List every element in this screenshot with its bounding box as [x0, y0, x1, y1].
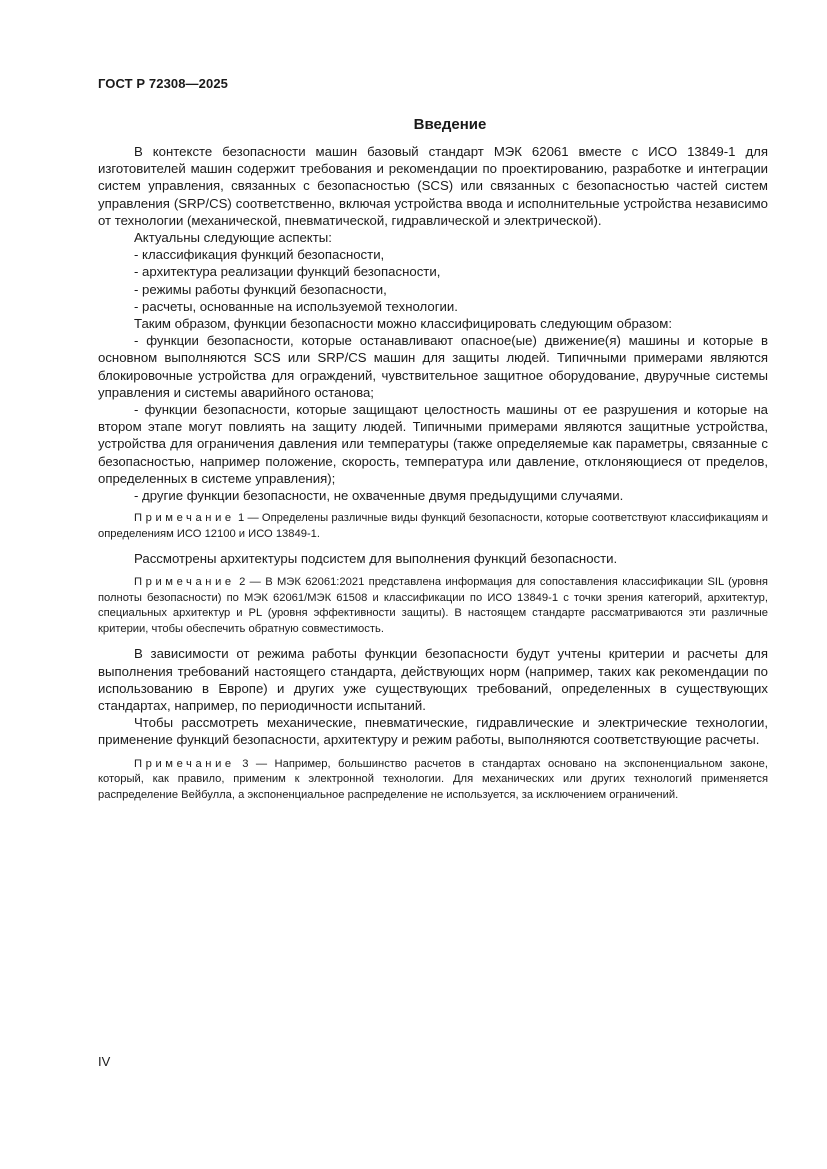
note-text: 1 — Определены различные виды функций безопасности, которые соответствуют классификациям и определениям ИСО 12100 и ИСО 13849-1.: [98, 512, 768, 540]
list-item: - классификация функций безопасности,: [134, 247, 385, 263]
note-text: 3 — Например, большинство расчетов в стандартах основано на экспоненциальном законе, который, как правило, применим к электронной технологии. Для механических или других технологий применяется распределение Вейбулла, а экспоненциальное распределение не используется, за исключением ограничений.: [98, 757, 768, 801]
note-label: Примечание: [134, 757, 235, 770]
paragraph: Таким образом, функции безопасности можно классифицировать следующим образом:: [134, 316, 672, 332]
paragraph: Рассмотрены архитектуры подсистем для выполнения функций безопасности.: [134, 551, 618, 567]
paragraph: Актуальны следующие аспекты:: [134, 230, 332, 246]
list-item: - режимы работы функций безопасности,: [134, 281, 387, 297]
page-content: [98, 116, 768, 803]
note-2: [98, 575, 768, 637]
paragraph: Чтобы рассмотреть механические, пневматические, гидравлические и электрические технологии, применение функций безопасности, архитектуру и режим работы, выполняются соответствующие расчеты.: [98, 715, 768, 748]
list-item: - другие функции безопасности, не охваченные двумя предыдущими случаями.: [134, 488, 624, 504]
section-title: Введение: [413, 116, 487, 133]
list-item: - функции безопасности, которые останавливают опасное(ые) движение(я) машины и которые в основном выполняются SCS или SRP/CS машин для защиты людей. Типичными примерами являются блокировочные устройства для ограждений, чувствительное защитное оборудование, двуручные системы управления и системы аварийного останова;: [98, 333, 768, 400]
list-item: - расчеты, основанные на используемой технологии.: [134, 298, 458, 314]
list-item: - функции безопасности, которые защищают целостность машины от ее разрушения и которые на втором этапе могут повлиять на защиту людей. Типичными примерами являются защитные устройства, устройства для ограничения давления или температуры (также определяемые как параметры, связанные с безопасностью, например положение, скорость, температура или давление, отклоняющиеся от пределов, определенных в системе управления);: [98, 402, 768, 486]
document-number: ГОСТ Р 72308—2025: [98, 76, 228, 91]
note-3: [98, 757, 768, 804]
note-text: 2 — В МЭК 62061:2021 представлена информация для сопоставления классификации SIL (уровня полноты безопасности) по МЭК 62061/МЭК 61508 и классификации по ИСО 13849-1 с точки зрения категорий, архитектур, специальных архитектур и PL (уровня эффективности защиты). В настоящем стандарте рассматриваются эти различные критерии, чтобы обеспечить обратную совместимость.: [98, 576, 768, 635]
note-1: [98, 511, 768, 542]
note-label: Примечание: [134, 576, 235, 589]
page-number: IV: [98, 1054, 111, 1069]
paragraph: В контексте безопасности машин базовый стандарт МЭК 62061 вместе с ИСО 13849-1 для изготовителей машин содержит требования и рекомендации по проектированию, разработке и интеграции систем управления, связанных с безопасностью (SCS) или связанных с безопасностью частей систем управления (SRP/CS) соответственно, включая устройства ввода и исполнительные устройства независимо от технологии (механической, пневматической, гидравлической и электрической).: [98, 144, 768, 228]
list-item: - архитектура реализации функций безопасности,: [134, 264, 441, 280]
note-label: Примечание: [134, 512, 235, 525]
paragraph: В зависимости от режима работы функции безопасности будут учтены критерии и расчеты для выполнения требований настоящего стандарта, действующих норм (например, таких как рекомендации по использованию в Европе) и других уже существующих требований, определенных в существующих стандартах, например, по периодичности испытаний.: [98, 646, 768, 714]
